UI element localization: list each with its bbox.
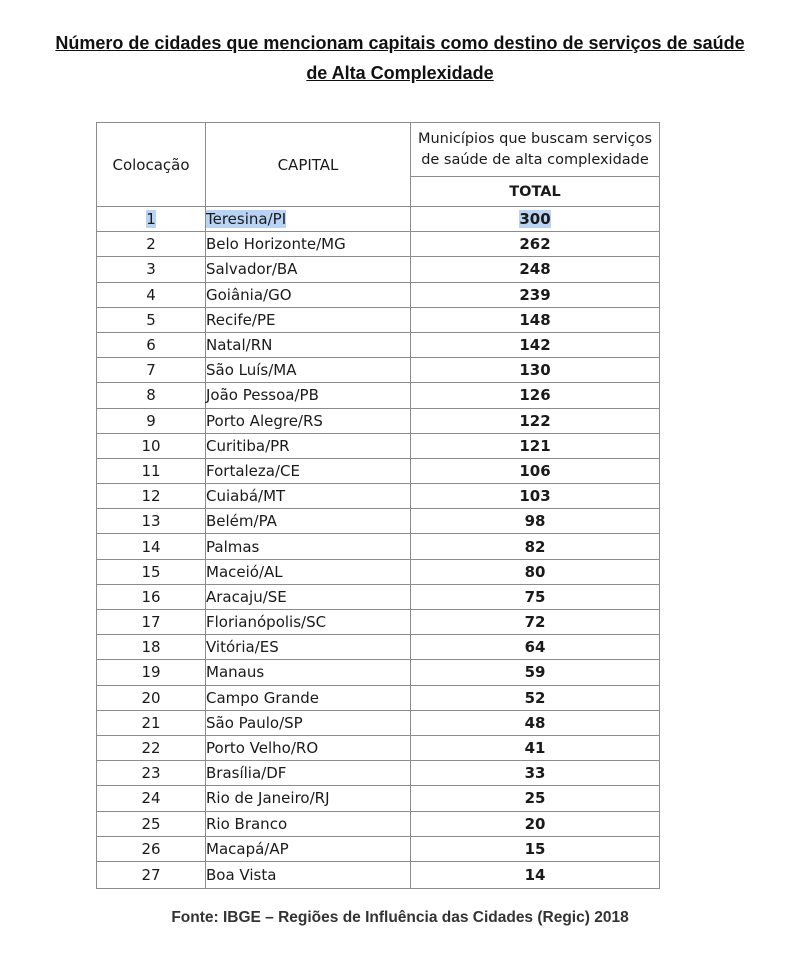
total-cell: [411, 232, 660, 257]
rank-cell: [97, 610, 206, 635]
capital-cell: [206, 584, 411, 609]
capital-cell: [206, 836, 411, 861]
rank-cell-text: 1: [146, 210, 156, 229]
capital-cell: [206, 484, 411, 509]
rank-cell: [97, 257, 206, 282]
total-cell: [411, 559, 660, 584]
capital-cell-text: Boa Vista: [206, 865, 277, 884]
table-row: [97, 232, 660, 257]
table-row: [97, 383, 660, 408]
capital-cell: [206, 610, 411, 635]
rank-cell: [97, 484, 206, 509]
total-cell: [411, 257, 660, 282]
total-cell-text: 25: [524, 789, 546, 808]
total-cell: [411, 484, 660, 509]
rank-cell-text: 2: [146, 235, 156, 254]
capital-cell: [206, 685, 411, 710]
rank-cell-text: 7: [146, 361, 156, 380]
total-cell-text: 126: [519, 386, 551, 405]
rank-cell: [97, 584, 206, 609]
total-cell: [411, 584, 660, 609]
table-row: [97, 458, 660, 483]
total-cell: [411, 786, 660, 811]
rank-cell: [97, 786, 206, 811]
table-row: [97, 735, 660, 760]
rank-cell-text: 6: [146, 336, 156, 355]
total-cell-text: 59: [524, 663, 546, 682]
rank-cell: [97, 635, 206, 660]
total-cell: [411, 207, 660, 232]
capital-cell: [206, 559, 411, 584]
total-cell: [411, 635, 660, 660]
capital-cell-text: Belém/PA: [206, 512, 277, 531]
total-cell-text: 75: [524, 587, 546, 606]
rank-cell: [97, 710, 206, 735]
capital-cell-text: Teresina/PI: [206, 210, 287, 229]
rank-cell-text: 11: [141, 461, 161, 480]
total-cell: [411, 332, 660, 357]
rank-cell-text: 20: [141, 688, 161, 707]
capital-cell-text: Recife/PE: [206, 310, 276, 329]
total-cell-text: 248: [519, 260, 551, 279]
table-row: [97, 761, 660, 786]
header-description: Municípios que buscam serviços de saúde de alta complexidade: [411, 123, 660, 177]
rank-cell: [97, 836, 206, 861]
capital-cell: [206, 710, 411, 735]
rank-cell: [97, 458, 206, 483]
rank-cell: [97, 861, 206, 888]
capital-cell-text: Cuiabá/MT: [206, 487, 286, 506]
table-row: [97, 257, 660, 282]
capital-cell-text: João Pessoa/PB: [206, 386, 319, 405]
capital-cell-text: Campo Grande: [206, 688, 319, 707]
capital-cell: [206, 861, 411, 888]
rank-cell-text: 12: [141, 487, 161, 506]
table-row: [97, 610, 660, 635]
total-cell-text: 15: [524, 839, 546, 858]
total-cell-text: 33: [524, 764, 546, 783]
total-cell: [411, 458, 660, 483]
rank-cell: [97, 509, 206, 534]
capital-cell: [206, 635, 411, 660]
capital-cell-text: Vitória/ES: [206, 638, 279, 657]
capital-cell-text: Macapá/AP: [206, 839, 289, 858]
rank-cell-text: 3: [146, 260, 156, 279]
capital-cell-text: Fortaleza/CE: [206, 461, 300, 480]
capital-cell-text: Manaus: [206, 663, 265, 682]
table-row: [97, 433, 660, 458]
rank-cell: [97, 383, 206, 408]
header-total: TOTAL: [411, 177, 660, 207]
capital-cell: [206, 383, 411, 408]
capital-cell-text: São Luís/MA: [206, 361, 297, 380]
total-cell-text: 48: [524, 713, 546, 732]
table-body: [97, 207, 660, 889]
table-row: [97, 811, 660, 836]
total-cell-text: 130: [519, 361, 551, 380]
capital-cell-text: Curitiba/PR: [206, 436, 290, 455]
table-row: [97, 635, 660, 660]
table-row: [97, 660, 660, 685]
capital-cell: [206, 358, 411, 383]
total-cell-text: 20: [524, 814, 546, 833]
capital-cell: [206, 282, 411, 307]
total-cell-text: 239: [519, 285, 551, 304]
table-row: [97, 207, 660, 232]
rank-cell-text: 21: [141, 713, 161, 732]
total-cell: [411, 660, 660, 685]
rank-cell: [97, 811, 206, 836]
total-cell: [411, 307, 660, 332]
total-cell: [411, 811, 660, 836]
table-row: [97, 408, 660, 433]
rank-cell: [97, 207, 206, 232]
rank-cell-text: 14: [141, 537, 161, 556]
capital-cell: [206, 811, 411, 836]
capital-cell: [206, 408, 411, 433]
capital-cell: [206, 761, 411, 786]
total-cell-text: 41: [524, 739, 546, 758]
table-row: [97, 710, 660, 735]
capital-cell-text: Aracaju/SE: [206, 587, 287, 606]
total-cell: [411, 861, 660, 888]
rank-cell-text: 23: [141, 764, 161, 783]
total-cell: [411, 685, 660, 710]
rank-cell: [97, 358, 206, 383]
capital-cell-text: Maceió/AL: [206, 562, 283, 581]
total-cell-text: 122: [519, 411, 551, 430]
table-row: [97, 534, 660, 559]
total-cell: [411, 610, 660, 635]
total-cell: [411, 408, 660, 433]
table-row: [97, 786, 660, 811]
rank-cell-text: 17: [141, 613, 161, 632]
rank-cell-text: 18: [141, 638, 161, 657]
rank-cell-text: 24: [141, 789, 161, 808]
rank-cell-text: 9: [146, 411, 156, 430]
rank-cell-text: 10: [141, 436, 161, 455]
capital-cell: [206, 534, 411, 559]
rank-cell: [97, 685, 206, 710]
total-cell: [411, 509, 660, 534]
rank-cell-text: 19: [141, 663, 161, 682]
capital-cell-text: Rio de Janeiro/RJ: [206, 789, 330, 808]
table-row: [97, 861, 660, 888]
rank-cell-text: 13: [141, 512, 161, 531]
table-header: [97, 123, 660, 207]
table-row: [97, 836, 660, 861]
rank-cell: [97, 408, 206, 433]
total-cell: [411, 534, 660, 559]
rank-cell: [97, 660, 206, 685]
total-cell-text: 80: [524, 562, 546, 581]
capital-cell-text: São Paulo/SP: [206, 713, 303, 732]
capital-cell: [206, 458, 411, 483]
capitals-ranking-table: [96, 122, 660, 889]
document-title-line-2: de Alta Complexidade: [306, 63, 494, 83]
total-cell: [411, 358, 660, 383]
capital-cell-text: Natal/RN: [206, 336, 273, 355]
rank-cell: [97, 332, 206, 357]
total-cell-text: 300: [519, 210, 551, 229]
table-row: [97, 484, 660, 509]
rank-cell: [97, 307, 206, 332]
rank-cell: [97, 559, 206, 584]
total-cell-text: 52: [524, 688, 546, 707]
capital-cell: [206, 232, 411, 257]
rank-cell: [97, 232, 206, 257]
header-rank: Colocação: [97, 123, 206, 207]
total-cell-text: 262: [519, 235, 551, 254]
rank-cell: [97, 761, 206, 786]
total-cell: [411, 836, 660, 861]
table-row: [97, 332, 660, 357]
capital-cell-text: Goiânia/GO: [206, 285, 292, 304]
rank-cell: [97, 534, 206, 559]
total-cell-text: 64: [524, 638, 546, 657]
table-row: [97, 509, 660, 534]
rank-cell-text: 16: [141, 587, 161, 606]
rank-cell-text: 26: [141, 839, 161, 858]
total-cell-text: 148: [519, 310, 551, 329]
table-row: [97, 685, 660, 710]
capital-cell: [206, 307, 411, 332]
total-cell-text: 72: [524, 613, 546, 632]
rank-cell-text: 22: [141, 739, 161, 758]
table-row: [97, 358, 660, 383]
rank-cell-text: 27: [141, 865, 161, 884]
capital-cell: [206, 207, 411, 232]
capital-cell: [206, 433, 411, 458]
capital-cell: [206, 257, 411, 282]
total-cell-text: 106: [519, 461, 551, 480]
total-cell: [411, 433, 660, 458]
table-row: [97, 559, 660, 584]
source-note: Fonte: IBGE – Regiões de Influência das Cidades (Regic) 2018: [171, 909, 629, 926]
capital-cell-text: Rio Branco: [206, 814, 288, 833]
total-cell: [411, 282, 660, 307]
capital-cell-text: Palmas: [206, 537, 260, 556]
total-cell: [411, 761, 660, 786]
capital-cell-text: Salvador/BA: [206, 260, 298, 279]
capital-cell: [206, 660, 411, 685]
capital-cell-text: Florianópolis/SC: [206, 613, 327, 632]
total-cell-text: 121: [519, 436, 551, 455]
rank-cell: [97, 735, 206, 760]
rank-cell-text: 8: [146, 386, 156, 405]
rank-cell-text: 5: [146, 310, 156, 329]
capital-cell: [206, 786, 411, 811]
capital-cell: [206, 332, 411, 357]
capital-cell-text: Belo Horizonte/MG: [206, 235, 346, 254]
capital-cell: [206, 509, 411, 534]
rank-cell: [97, 282, 206, 307]
rank-cell: [97, 433, 206, 458]
total-cell-text: 98: [524, 512, 546, 531]
table-row: [97, 282, 660, 307]
table-row: [97, 584, 660, 609]
total-cell: [411, 383, 660, 408]
capital-cell-text: Brasília/DF: [206, 764, 287, 783]
capital-cell-text: Porto Alegre/RS: [206, 411, 323, 430]
total-cell-text: 14: [524, 865, 546, 884]
table-row: [97, 307, 660, 332]
total-cell: [411, 710, 660, 735]
rank-cell-text: 4: [146, 285, 156, 304]
rank-cell-text: 25: [141, 814, 161, 833]
header-capital: CAPITAL: [206, 123, 411, 207]
total-cell-text: 82: [524, 537, 546, 556]
total-cell-text: 142: [519, 336, 551, 355]
capital-cell: [206, 735, 411, 760]
rank-cell-text: 15: [141, 562, 161, 581]
total-cell-text: 103: [519, 487, 551, 506]
total-cell: [411, 735, 660, 760]
capital-cell-text: Porto Velho/RO: [206, 739, 319, 758]
document-title-line-1: Número de cidades que mencionam capitais como destino de serviços de saúde: [55, 33, 745, 53]
